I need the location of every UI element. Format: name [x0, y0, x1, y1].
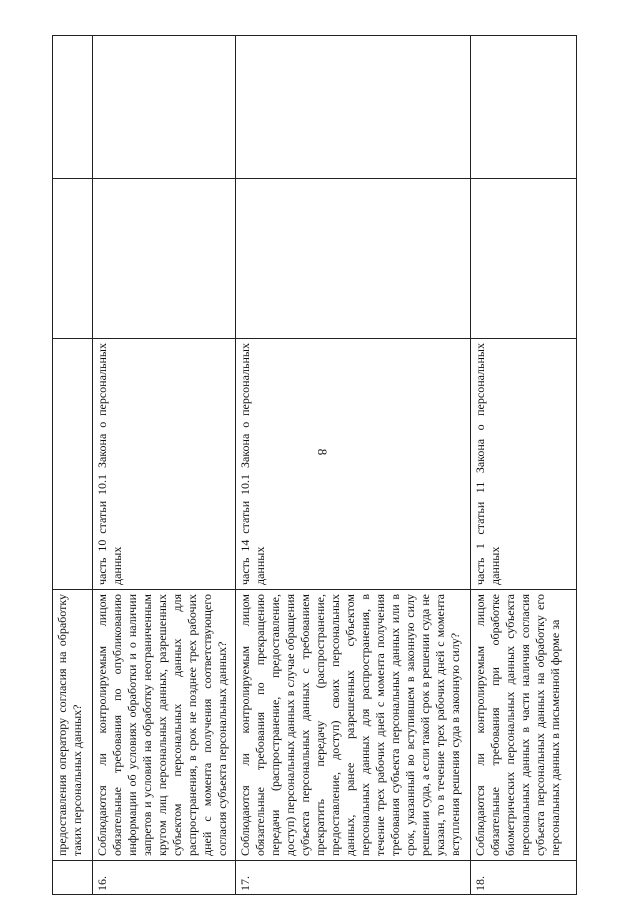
answer-cell — [93, 179, 236, 339]
question-cell: Соблюдаются ли контролируемым лицом обязательные требования при обработке биометрических персональных данных субъекта персональных данных в части наличия согласия субъекта персональных данных на обработку его персональных данных в письменной форме за — [471, 590, 577, 861]
question-cell: предоставления оператору согласия на обработку таких персональных данных? — [53, 590, 93, 861]
rotated-table-container — [52, 36, 576, 895]
requirements-table — [52, 35, 577, 895]
note-cell — [236, 36, 471, 179]
row-number — [53, 861, 93, 895]
table-row — [471, 36, 577, 895]
note-cell — [53, 36, 93, 179]
note-cell — [471, 36, 577, 179]
table-row — [93, 36, 236, 895]
question-cell: Соблюдаются ли контролируемым лицом обязательные требования по опубликованию информации об условиях обработки и о наличии запретов и условий на обработку неограниченным кругом лиц персональных данных, разрешенных субъектом персональных данных для распространения, в срок не позднее трех рабочих дней с момента получения соответствующего согласия субъекта персональных данных? — [93, 590, 236, 861]
row-number: 18. — [471, 861, 577, 895]
note-cell — [93, 36, 236, 179]
page-number: 8 — [315, 448, 330, 456]
table-row — [53, 36, 93, 895]
answer-cell — [236, 179, 471, 339]
legal-basis-cell: часть 14 статьи 10.1 Закона о персональных данных — [236, 339, 471, 590]
answer-cell — [53, 179, 93, 339]
row-number: 17. — [236, 861, 471, 895]
legal-basis-cell: часть 10 статьи 10.1 Закона о персональных данных — [93, 339, 236, 590]
question-cell: Соблюдаются ли контролируемым лицом обязательные требования по прекращению передачи (распространение, предоставление, доступ) персональных данных в случае обращения субъекта персональных данных с требованием прекратить передачу (распространение, предоставление, доступ) своих персональных данных, ранее разрешенных субъектом персональных данных для распространения, в течение трех рабочих дней с момента получения требования субъекта персональных данных или в срок, указанный во вступившем в законную силу решении суда, а если такой срок в решении суда не указан, то в течение трех рабочих дней с момента вступления решения суда в законную силу? — [236, 590, 471, 861]
table-row — [236, 36, 471, 895]
row-number: 16. — [93, 861, 236, 895]
legal-basis-cell — [53, 339, 93, 590]
legal-basis-cell: часть 1 статьи 11 Закона о персональных данных — [471, 339, 577, 590]
answer-cell — [471, 179, 577, 339]
